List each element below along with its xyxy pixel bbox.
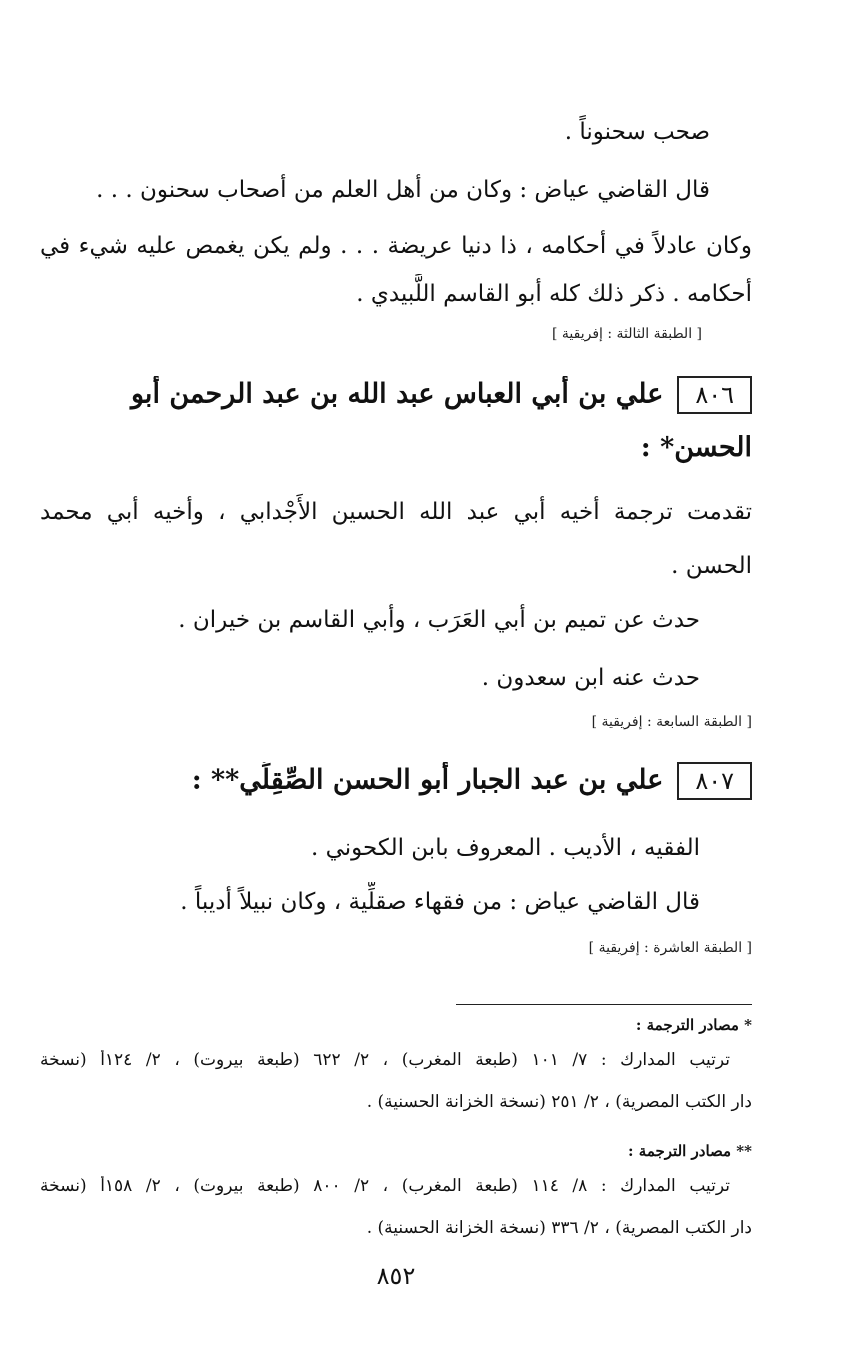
text-line: تقدمت ترجمة أخيه أبي عبد الله الحسين الأَجْدابي ، وأخيه أبي محمد [40, 499, 752, 525]
entry-806-heading [40, 376, 752, 422]
footnote-line: ترتيب المدارك : ٨/ ١١٤ (طبعة المغرب) ، ٢/ ٨٠٠ (طبعة بيروت) ، ٢/ ١٥٨أ (نسخة [40, 1176, 730, 1196]
entry-number-box: ٨٠٦ [677, 376, 752, 414]
layer-tag: [ الطبقة الثالثة : إفريقية ] [552, 326, 703, 342]
text-line: قال القاضي عياض : وكان من أهل العلم من أصحاب سحنون . . . [96, 177, 710, 203]
text-line: قال القاضي عياض : من فقهاء صقلِّية ، وكان نبيلاً أديباً . [180, 889, 700, 915]
entry-806-title: علي بن أبي العباس عبد الله بن عبد الرحمن أبو [130, 378, 664, 410]
footnote-line: دار الكتب المصرية) ، ٢/ ٣٣٦ (نسخة الخزانة الحسنية) . [366, 1218, 752, 1238]
footnote-title: * مصادر الترجمة : [635, 1016, 752, 1034]
text-line: وكان عادلاً في أحكامه ، ذا دنيا عريضة . . . ولم يكن يغمص عليه شيء في [40, 233, 752, 259]
footnote-line: ترتيب المدارك : ٧/ ١٠١ (طبعة المغرب) ، ٢/ ٦٢٢ (طبعة بيروت) ، ٢/ ١٢٤أ (نسخة [40, 1050, 730, 1070]
entry-number-box: ٨٠٧ [677, 762, 752, 800]
footnote-separator [456, 1004, 752, 1005]
footnote-title: ** مصادر الترجمة : [628, 1142, 752, 1160]
layer-tag: [ الطبقة السابعة : إفريقية ] [591, 714, 752, 730]
layer-tag: [ الطبقة العاشرة : إفريقية ] [588, 940, 752, 956]
entry-806-title-cont: الحسن* : [640, 432, 752, 463]
book-page [40, 0, 752, 1367]
text-line: حدث عنه ابن سعدون . [481, 665, 700, 691]
footnote-line: دار الكتب المصرية) ، ٢/ ٢٥١ (نسخة الخزانة الحسنية) . [366, 1092, 752, 1112]
text-line: صحب سحنوناً . [564, 119, 710, 145]
page-number: ٨٥٢ [376, 1262, 416, 1290]
entry-807-title: علي بن عبد الجبار أبو الحسن الصِّقِلِّي** : [191, 764, 664, 796]
text-line: أحكامه . ذكر ذلك كله أبو القاسم اللَّبيدي . [356, 281, 752, 307]
text-line: الفقيه ، الأديب . المعروف بابن الكحوني . [310, 835, 700, 861]
text-line: الحسن . [671, 553, 752, 579]
text-line: حدث عن تميم بن أبي العَرَب ، وأبي القاسم بن خيران . [178, 607, 700, 633]
entry-807-heading [40, 762, 752, 808]
